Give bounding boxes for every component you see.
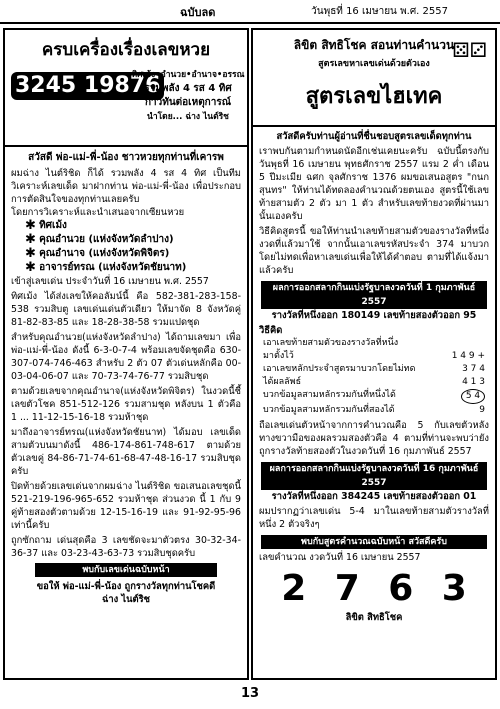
star-icon: ✱: [25, 218, 36, 233]
big-digits: [253, 568, 495, 609]
sign-line: ขอให้ พ่อ-แม่-พี่-น้อง ถูกรางวัลทุกท่านโชคดี: [36, 581, 216, 592]
right-column: [251, 28, 497, 680]
issue-date: วันพุธที่ 16 เมษายน พ.ศ. 2557: [311, 6, 448, 17]
howto: วิธีคิด: [259, 325, 283, 336]
page-number: 13: [240, 686, 260, 701]
calc-row: บวกข้อมูลสามหลักรวมกันที่หนึ่งได้ 5 4: [263, 389, 485, 404]
paragraph: เราพบกันตามกำหนดนัดอีกเช่นเคยนะครับ ฉบับนี้ตรงกับวันพุธที่ 16 เมษายน พุทธศักราช 2557 แรม 2 ค่ำ เดือน 5 ปีมะเมีย ฉศก จุลศักราช 1376 ผมขอเสนอสูตร "กนกสุนทร" ให้ท่านได้ทดลองคำนวณด้วยตนเอง สูตรนี้ใช้เลขท้ายสามตัว 2 ตัว มา 1 ตัว สำหรับเลขท้ายงวดที่ผ่านมานั้นเองครับ: [259, 146, 489, 222]
result1-sub: รางวัลที่หนึ่งออก 180149 เลขท้ายสองตัวออก 95: [271, 310, 477, 321]
result2-sub: รางวัลที่หนึ่งออก 384245 เลขท้ายสองตัวออก 01: [271, 491, 477, 502]
right-banner-line1: ลิขิต สิทธิโชค สอนท่านคำนวน: [293, 38, 455, 52]
paragraph: ผมฉ่าง ไนต์ริชิด ก็ได้ รวมพลัง 4 รส 4 ทิศ เป็นทีมวิเคราะห์เลขเด็ด มาฝากท่าน พ่อ-แม่-พี่-น้อง เพื่อประกอบการตัดสินใจของทุกท่านเลยครับ: [11, 168, 241, 205]
banner-line: รวมพลัง 4 รส 4 ทิศ: [144, 83, 232, 94]
banner-line: นำโดย... ฉ่าง ไนต์ริช: [147, 112, 229, 122]
calc-row: บวกข้อมูลสามหลักรวมกันที่สองได้ 9: [263, 405, 485, 415]
footer-bar: พบกับเลขเด่นฉบับหน้า: [35, 563, 217, 577]
digit: 3: [441, 568, 467, 609]
staff-list: [25, 219, 227, 275]
signature: ฉ่าง ไนต์ริช: [101, 594, 151, 605]
banner-line: ทิศเม้ง•อำนวย•อำนาจ•อรรณ: [131, 70, 245, 80]
paragraph: มาถึงอาจารย์ทรณ(แห่งจังหวัดชัยนาท) ได้มอบ เลขเด็ดสามตัวบนมาดังนี้ 486-174-861-748-617 ตามด้วยตัวเลขคู่ 84-86-71-74-61-68-47-48-16-17 รวมสิบชุดครับ: [11, 427, 241, 477]
left-banner: [5, 30, 247, 147]
magazine-name: ฉบับลด: [180, 6, 216, 19]
result3-bar: พบกับสูตรคำนวณฉบับหน้า สวัสดีครับ: [261, 535, 487, 549]
banner-line: ก้าวทันต่อเหตุการณ์: [144, 97, 232, 108]
paragraph: ตามด้วยเลขจากคุณอำนาจ(แห่งจังหวัดพิจิตร) ในงวดนี้ชี้เลขตัวโชค 851-512-126 รวมสามชุด หลังบน 1 ตัวคือ 1 ... 11-12-15-16-18 รวมห้าชุด: [11, 386, 241, 423]
digit: 7: [334, 568, 360, 609]
calc-row: เอาเลขท้ายสามตัวของรางวัลที่หนึ่ง: [263, 338, 399, 348]
calc-block: [263, 337, 485, 417]
paragraph: วิธีคิดสูตรนี้ ขอให้ท่านนำเลขท้ายสามตัวของรางวัลที่หนึ่งงวดที่แล้วมาใช้ จากนั้นเอาเลขรหัสประจำ 374 มาบวกโดยไม่ทดเพื่อหาเลขเด่นเพื่อให้ได้คำตอบ ตามที่ได้แจ้งมาแล้วครับ: [259, 226, 489, 276]
digit: 2: [281, 568, 307, 609]
result1-bar: ผลการออกสลากกินแบ่งรัฐบาลงวดวันที่ 1 กุมภาพันธ์ 2557: [261, 281, 487, 309]
digit: 6: [388, 568, 414, 609]
page-header: [0, 0, 500, 24]
staff-item: ✱ คุณอำนวย (แห่งจังหวัดลำปาง): [25, 232, 174, 247]
paragraph: ผมปรากฏว่าเลขเด่น 5-4 มาในเลขท้ายสามตัวรางวัลที่หนึ่ง 2 ตัวจริงๆ: [259, 506, 489, 530]
left-column: [3, 28, 249, 680]
staff-item: ✱ คุณอำนาจ (แห่งจังหวัดพิจิตร): [25, 246, 170, 261]
right-banner-line2: สูตรเลขหาเลขเด่นด้วยตัวเอง: [318, 59, 430, 69]
calc-row: เอาเลขหลักประจำสูตรมาบวกโดยไม่ทด 3 7 4: [263, 364, 485, 374]
paragraph: สำหรับคุณอำนวย(แห่งจังหวัดลำปาง) ได้ถามเลขมา เพื่อ พ่อ-แม่-พี่-น้อง ดังนี้ 6-3-0-7-4 พร้อมเลขจัดชุดคือ 630-307-074-746-463 สำหรับ 2 ตัว 07 ตัวเด่นหลักคือ 00-03-04-06-07 และ 70-73-74-76-77 รวมสิบชุด: [11, 332, 241, 382]
left-banner-title: ครบเครื่องเรื่องเลขหวย: [41, 40, 211, 60]
paragraph: โดยการวิเคราะห์และนำเสนอจากเซียนหวย: [11, 207, 185, 218]
calc-row: ได้ผลลัพธ์ 4 1 3: [263, 377, 485, 387]
signature: ลิขิต สิทธิโชค: [345, 612, 403, 623]
paragraph: เลขคำนวณ งวดวันที่ 16 เมษายน 2557: [259, 552, 421, 563]
star-icon: ✱: [25, 232, 36, 247]
banner-numbers: 3245 19876: [11, 72, 164, 100]
right-banner-line3: สูตรเลขไฮเทค: [305, 84, 443, 109]
calc-row: มาตั้งไว้ 1 4 9 +: [263, 351, 485, 361]
paragraph: ถูกซักถาม เด่นสุดคือ 3 เลขชัดจะมาตัวตรง 30-32-34-36-37 และ 03-23-43-63-73 รวมสิบชุดครับ: [11, 535, 241, 559]
staff-item: ✱ ทิศเม้ง: [25, 218, 67, 233]
star-icon: ✱: [25, 260, 36, 275]
greeting: สวัสดี พ่อ-แม่-พี่-น้อง ชาวหวยทุกท่านที่เคารพ: [28, 152, 224, 163]
result2-bar: ผลการออกสลากกินแบ่งรัฐบาลงวดวันที่ 16 กุมภาพันธ์ 2557: [261, 462, 487, 490]
paragraph: ถือเลขเด่นตัวหน้าจากการคำนวณคือ 5 กับเลขตัวหลังทางขวามือของผลรวมสองตัวคือ 4 ตามที่ท่านจะพบว่ายังถูกรางวัลท้ายสองตัวในงวดวันที่ 16 กุมภาพันธ์ 2557: [259, 420, 489, 457]
paragraph: ทิศเม้ง ได้ส่งเลขให้คอลัมน์นี้ คือ 582-381-283-158-538 รวมสิบตู เลขเด่นเด่นตัวเดียว ให้มาจัด 8 จังหวัดคู่ 81-82-83-85 และ 18-28-38-58 รวมแปดชุด: [11, 291, 241, 328]
paragraph: เข้าสู่เลขเด่น ประจำวันที่ 16 เมษายน พ.ศ. 2557: [11, 276, 209, 287]
staff-item: ✱ อาจารย์ทรณ (แห่งจังหวัดชัยนาท): [25, 260, 187, 275]
paragraph: ปิดท้ายด้วยเลขเด่นจากผมฉ่าง ไนต์ริชิด ขอเสนอเลขชุดนี้ 521-219-196-965-652 รวมห้าชุด ส่วนงวด นี้ 1 กับ 9 คู่ท้ายสองตัวตามด้วย 12-15-16-19 และ 91-92-95-96 เท่านี้ครับ: [11, 481, 241, 531]
dice-icon: ⚄⚂: [452, 38, 487, 62]
banner-lines: [129, 68, 247, 124]
right-banner: [253, 30, 495, 127]
intro: สวัสดีครับท่านผู้อ่านที่ชื่นชอบสูตรเลขเด็ดทุกท่าน: [276, 131, 472, 142]
star-icon: ✱: [25, 246, 36, 261]
